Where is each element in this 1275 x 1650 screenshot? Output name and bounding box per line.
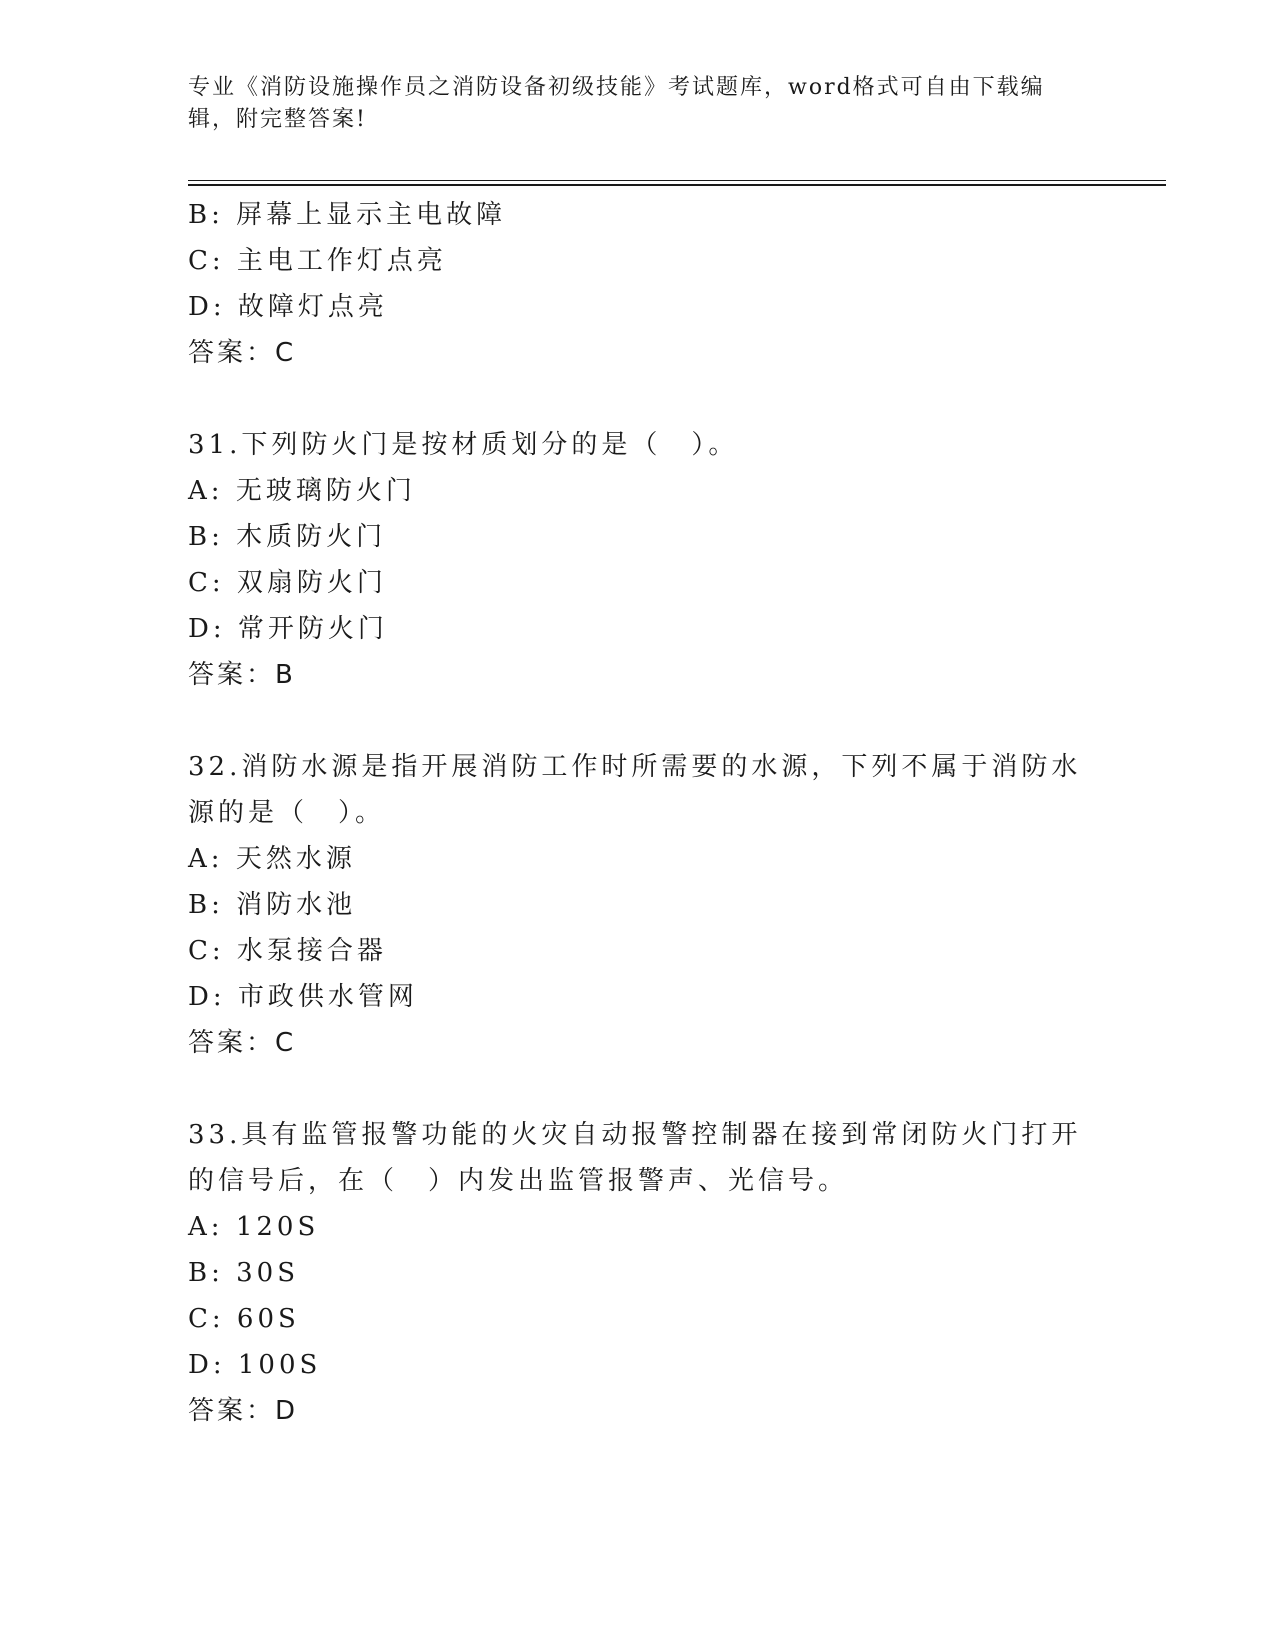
option-key: B: bbox=[188, 200, 224, 230]
option-a bbox=[188, 468, 1088, 514]
option-a bbox=[188, 836, 1088, 882]
option-text: 30S bbox=[236, 1258, 300, 1288]
header-rule-thin bbox=[188, 180, 1166, 181]
question-text: 消防水源是指开展消防工作时所需要的水源，下列不属于消防水源的是（ ）。 bbox=[188, 752, 1082, 828]
option-key: D: bbox=[188, 614, 226, 644]
option-key: D: bbox=[188, 292, 226, 322]
question-text: 具有监管报警功能的火灾自动报警控制器在接到常闭防火门打开的信号后，在（ ）内发出监管报警声、光信号。 bbox=[188, 1120, 1082, 1196]
option-key: B: bbox=[188, 1258, 224, 1288]
option-d bbox=[188, 1342, 1088, 1388]
option-key: C: bbox=[188, 1304, 225, 1334]
option-d bbox=[188, 974, 1088, 1020]
option-text: 无玻璃防火门 bbox=[235, 476, 416, 506]
option-text: 主电工作灯点亮 bbox=[236, 246, 447, 276]
answer-line: 答案：C bbox=[188, 1028, 297, 1058]
spacer bbox=[188, 376, 1088, 422]
option-text: 天然水源 bbox=[235, 844, 356, 874]
document-header: 专业《消防设施操作员之消防设备初级技能》考试题库，word格式可自由下载编辑，附完整答案! bbox=[188, 75, 1045, 132]
option-text: 故障灯点亮 bbox=[237, 292, 388, 322]
question-number: 31. bbox=[188, 430, 242, 460]
option-c bbox=[188, 928, 1088, 974]
question-31 bbox=[188, 422, 1088, 698]
option-c bbox=[188, 560, 1088, 606]
option-b bbox=[188, 192, 1088, 238]
question-32 bbox=[188, 744, 1088, 1066]
header-rule-thick bbox=[188, 184, 1166, 186]
answer-line: 答案：D bbox=[188, 1396, 299, 1426]
option-key: A: bbox=[188, 476, 224, 506]
question-number: 32. bbox=[188, 752, 242, 782]
question-33 bbox=[188, 1112, 1088, 1434]
question-stem bbox=[188, 422, 1088, 468]
option-text: 100S bbox=[237, 1350, 322, 1380]
option-c bbox=[188, 238, 1088, 284]
option-b bbox=[188, 882, 1088, 928]
question-stem bbox=[188, 744, 1088, 836]
question-number: 33. bbox=[188, 1120, 242, 1150]
option-d bbox=[188, 284, 1088, 330]
question-list bbox=[188, 192, 1088, 1434]
question-text: 下列防火门是按材质划分的是（ ）。 bbox=[241, 430, 739, 460]
question-stem bbox=[188, 1112, 1088, 1204]
option-text: 60S bbox=[236, 1304, 300, 1334]
option-text: 120S bbox=[235, 1212, 320, 1242]
option-key: C: bbox=[188, 246, 225, 276]
option-d bbox=[188, 606, 1088, 652]
option-key: C: bbox=[188, 568, 225, 598]
option-b bbox=[188, 1250, 1088, 1296]
option-c bbox=[188, 1296, 1088, 1342]
option-text: 双扇防火门 bbox=[236, 568, 387, 598]
partial-question bbox=[188, 192, 1088, 376]
option-key: D: bbox=[188, 982, 226, 1012]
option-key: C: bbox=[188, 936, 225, 966]
option-text: 市政供水管网 bbox=[237, 982, 418, 1012]
option-text: 常开防火门 bbox=[237, 614, 388, 644]
spacer bbox=[188, 698, 1088, 744]
option-text: 木质防火门 bbox=[236, 522, 387, 552]
option-text: 屏幕上显示主电故障 bbox=[236, 200, 507, 230]
option-key: A: bbox=[188, 1212, 224, 1242]
option-text: 消防水池 bbox=[236, 890, 357, 920]
option-key: D: bbox=[188, 1350, 226, 1380]
option-a bbox=[188, 1204, 1088, 1250]
answer-line: 答案：C bbox=[188, 338, 297, 368]
answer-line: 答案：B bbox=[188, 660, 296, 690]
option-b bbox=[188, 514, 1088, 560]
spacer bbox=[188, 1066, 1088, 1112]
option-text: 水泵接合器 bbox=[236, 936, 387, 966]
option-key: A: bbox=[188, 844, 224, 874]
option-key: B: bbox=[188, 890, 224, 920]
option-key: B: bbox=[188, 522, 224, 552]
